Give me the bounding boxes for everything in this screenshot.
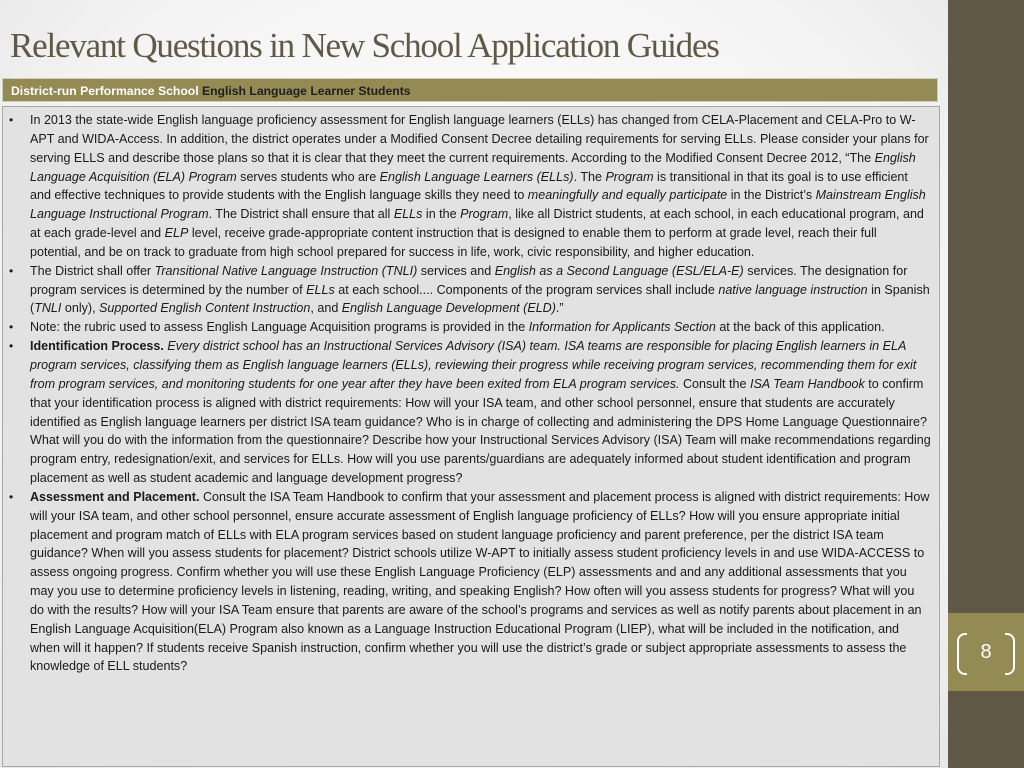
bullet-text-run: ELLs bbox=[306, 282, 335, 297]
content-box bbox=[2, 106, 940, 767]
section-header-topic: English Language Learner Students bbox=[201, 84, 411, 98]
bullet-text-run: at the back of this application. bbox=[715, 320, 885, 335]
bullet-text-run: in the bbox=[422, 207, 461, 222]
bullet-text-run: Program bbox=[460, 207, 509, 222]
bullet-item bbox=[3, 337, 931, 488]
bullet-text-run: ISA Team Handbook bbox=[749, 376, 865, 391]
bullet-text-run: Mainstream English Language Instructional Program bbox=[30, 188, 926, 222]
bullet-text-run: Every district school has an Instructional Services Advisory (ISA) team. ISA teams are responsible for placing English learners in ELA program services, classifying them as English language learners (ELLs), reviewing their progress while receiving program services, recommending them for exit from program services, and monitoring students for one year after they have been exited from ELA program services. bbox=[30, 339, 917, 391]
bullet-text-run: English Language Acquisition (ELA) Program bbox=[30, 150, 916, 184]
bullet-text-run: English Language Development (ELD) bbox=[341, 301, 556, 316]
bullet-text-run: TNLI bbox=[34, 301, 62, 316]
bullet-item bbox=[3, 318, 931, 337]
bullet-text-run: . The District shall ensure that all bbox=[208, 207, 394, 222]
section-header-school-type: District-run Performance School bbox=[11, 84, 199, 98]
bullet-text-run: only), bbox=[61, 301, 100, 316]
bullet-text-run: , and bbox=[310, 301, 342, 316]
slide-title: Relevant Questions in New School Application Guides bbox=[10, 26, 719, 65]
bullet-text-run: , like all District students, at each school, in each educational program, and at each grade-level and bbox=[30, 207, 924, 241]
bullet-text-run: Identification Process. bbox=[30, 339, 164, 354]
bullet-text-run: English as a Second Language (ESL/ELA-E) bbox=[494, 263, 744, 278]
bullet-dot-icon: • bbox=[9, 320, 14, 335]
bullet-text-run: in Spanish ( bbox=[30, 282, 930, 316]
bullet-list bbox=[3, 111, 931, 676]
bullet-dot-icon: • bbox=[9, 489, 14, 504]
bullet-text-run: English Language Learners (ELLs) bbox=[379, 169, 574, 184]
bullet-item bbox=[3, 488, 931, 676]
bullet-text-run: Assessment and Placement. bbox=[30, 489, 200, 504]
bullet-text-run: Consult the bbox=[679, 376, 750, 391]
page-number-box bbox=[948, 613, 1024, 691]
page-number: 8 bbox=[980, 641, 992, 663]
bullet-text-run: Note: the rubric used to assess English Language Acquisition programs is provided in the bbox=[30, 320, 529, 335]
bullet-text-run: Consult the ISA Team Handbook to confirm that your assessment and placement process is aligned with district requirements: How will your ISA team, and other school personnel, ensure accurate assessment of English language proficiency of ELLs? How will you ensure appropriate initial placement and program match of ELLs with ELA program services based on student language proficiency and parent preference, per the district ISA team guidance? When will you assess students for placement? District schools utilize W-APT to initially assess student proficiency levels in and use WIDA-ACCESS to assess ongoing progress. Confirm whether you will use these English Language Proficiency (ELP) assessments and and any additional assessments that you may you use to determine proficiency levels in listening, reading, writing, and speaking English? How often will you assess students for progress? What will you do with the results? How will your ISA Team ensure that parents are aware of the school’s programs and services as well as notify parents about placement in an English Language Acquisition(ELA) Program also known as a Language Instruction Educational Program (LIEP), what will be included in the notification, and when will it happen? If students receive Spanish instruction, confirm whether you will use the district’s grade or subject appropriate assessments to assess the knowledge of ELL students? bbox=[30, 489, 930, 674]
bullet-text-run: Information for Applicants Section bbox=[528, 320, 716, 335]
bullet-dot-icon: • bbox=[9, 339, 14, 354]
bullet-text-run: Program bbox=[605, 169, 654, 184]
bullet-text-run: in the District’s bbox=[727, 188, 816, 203]
bullet-dot-icon: • bbox=[9, 263, 14, 278]
bullet-text-run: to confirm that your identification process is aligned with district requirements: How will your ISA team, and other school personnel, ensure that students are accurately identified as English language learners per district ISA team guidance? Who is in charge of collecting and administering the DPS Home Language Questionnaire? What will you do with the information from the questionnaire? Describe how your Instructional Services Advisory (ISA) Team will make recommendations regarding program entry, redesignation/exit, and services for ELLs. How will you use parents/guardians are adequately informed about student identification and program placement as well as student academic and language development progress? bbox=[30, 376, 931, 486]
bullet-item bbox=[3, 111, 931, 262]
bullet-text-run: ELLs bbox=[393, 207, 423, 222]
bullet-text-run: level, receive grade-appropriate content instruction that is designed to enable them to perform at grade level, reach their full potential, and be on track to graduate from high school prepared for success in life, work, civic responsibility, and higher education. bbox=[30, 226, 877, 259]
bullet-text-run: . The bbox=[573, 169, 606, 184]
bullet-text-run: services. The designation for program services is determined by the number of bbox=[30, 263, 908, 297]
bullet-text-run: native language instruction bbox=[718, 282, 868, 297]
bullet-text-run: at each school.... Components of the program services shall include bbox=[334, 282, 719, 297]
bullet-text-run: serves students who are bbox=[236, 169, 380, 184]
bullet-dot-icon: • bbox=[9, 113, 14, 127]
bullet-text-run: Supported English Content Instruction bbox=[99, 301, 311, 316]
bullet-text-run: .” bbox=[555, 301, 564, 316]
bullet-text-run: is transitional in that its goal is to use efficient and effective techniques to provide students with the English language skills they need to bbox=[30, 169, 908, 203]
section-header bbox=[2, 78, 938, 102]
bullet-item bbox=[3, 262, 931, 319]
bullet-text-run: meaningfully and equally participate bbox=[527, 188, 728, 203]
bullet-text-run: services and bbox=[417, 263, 495, 278]
bullet-text-run: In 2013 the state-wide English language proficiency assessment for English language learners (ELLs) has changed from CELA-Placement and CELA-Pro to W-APT and WIDA-Access. In addition, the district operates under a Modified Consent Decree detailing requirements for serving ELLs. Please consider your plans for serving ELLS and describe those plans so that it is clear that they meet the current requirements. According to the Modified Consent Decree 2012, “The bbox=[30, 113, 929, 165]
bullet-text-run: Transitional Native Language Instruction (TNLI) bbox=[154, 263, 418, 278]
bullet-text-run: ELP bbox=[164, 226, 189, 241]
bullet-text-run: The District shall offer bbox=[30, 263, 155, 278]
